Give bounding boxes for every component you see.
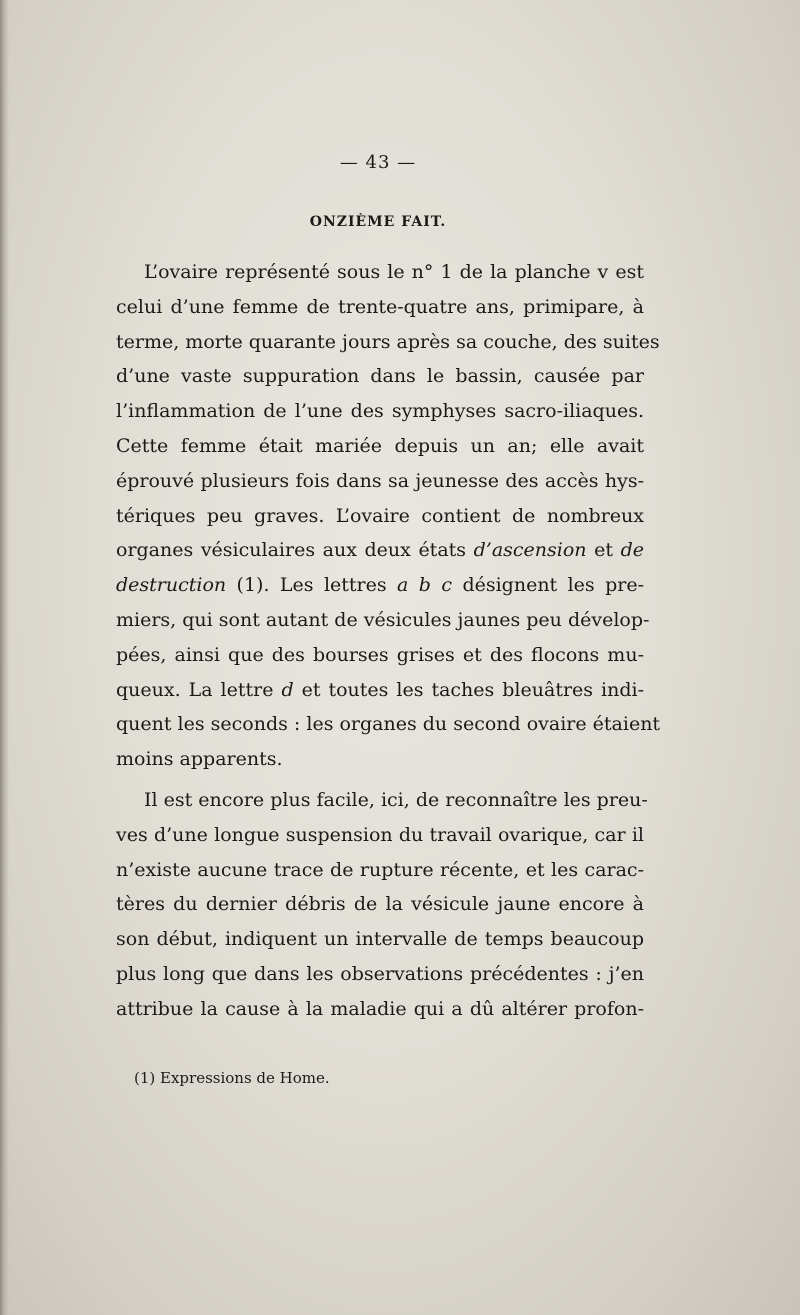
text-line: d’une vaste suppuration dans le bassin, causée par (116, 365, 644, 388)
italic-letter: d (281, 678, 294, 701)
page-number: — 43 — (339, 152, 417, 173)
section-title: ONZIÈME FAIT. (309, 214, 447, 230)
text-line (116, 533, 644, 568)
italic-term: d’ascension (473, 539, 587, 562)
text-line: n’existe aucune trace de rupture récente, et les carac- (116, 858, 644, 881)
text-line: l’inflammation de l’une des symphyses sacro-iliaques. (116, 400, 644, 423)
text-line: miers, qui sont autant de vésicules jaunes peu dévelop- (116, 608, 650, 631)
text-line: Cette femme était mariée depuis un an; elle avait (116, 434, 644, 457)
italic-term: destruction (116, 574, 227, 597)
text-line: L’ovaire représenté sous le n° 1 de la planche v est (144, 261, 644, 283)
italic-letter: b (418, 574, 431, 597)
text-segment: et toutes les taches bleuâtres indi- (293, 678, 644, 701)
text-line: tères du dernier débris de la vésicule jaune encore à (116, 893, 644, 916)
text-line: pées, ainsi que des bourses grises et des flocons mu- (116, 643, 644, 666)
body-text (116, 255, 661, 1027)
italic-letter: c (441, 574, 453, 597)
text-line (116, 673, 644, 708)
text-line: tériques peu graves. L’ovaire contient de nombreux (116, 504, 644, 527)
text-line: ves d’une longue suspension du travail ovarique, car il (116, 823, 644, 846)
text-segment: (1). Les lettres (226, 574, 398, 597)
page-binding-edge (0, 0, 9, 1315)
paragraph-1 (116, 255, 661, 777)
italic-letter: a (397, 574, 409, 597)
text-line: Il est encore plus facile, ici, de reconnaître les preu- (144, 788, 648, 811)
italic-term: de (620, 539, 644, 562)
text-line: plus long que dans les observations précédentes : j’en (116, 962, 644, 985)
text-line (116, 568, 644, 603)
text-line: quent les seconds : les organes du second ovaire étaient (116, 713, 661, 736)
paragraph-2 (116, 783, 648, 1027)
text-line: attribue la cause à la maladie qui a dû altérer profon- (116, 997, 644, 1020)
text-line: celui d’une femme de trente-quatre ans, primipare, à (116, 295, 644, 318)
text-segment: organes vésiculaires aux deux états (116, 539, 474, 562)
text-segment: désignent les pre- (452, 574, 644, 597)
text-segment: queux. La lettre (116, 678, 282, 701)
text-line: son début, indiquent un intervalle de temps beaucoup (116, 928, 644, 951)
text-segment: et (586, 539, 621, 562)
text-line: éprouvé plusieurs fois dans sa jeunesse des accès hys- (116, 469, 644, 492)
footnote: (1) Expressions de Home. (134, 1069, 330, 1087)
text-line: terme, morte quarante jours après sa couche, des suites (116, 330, 660, 353)
text-line: moins apparents. (116, 748, 283, 771)
